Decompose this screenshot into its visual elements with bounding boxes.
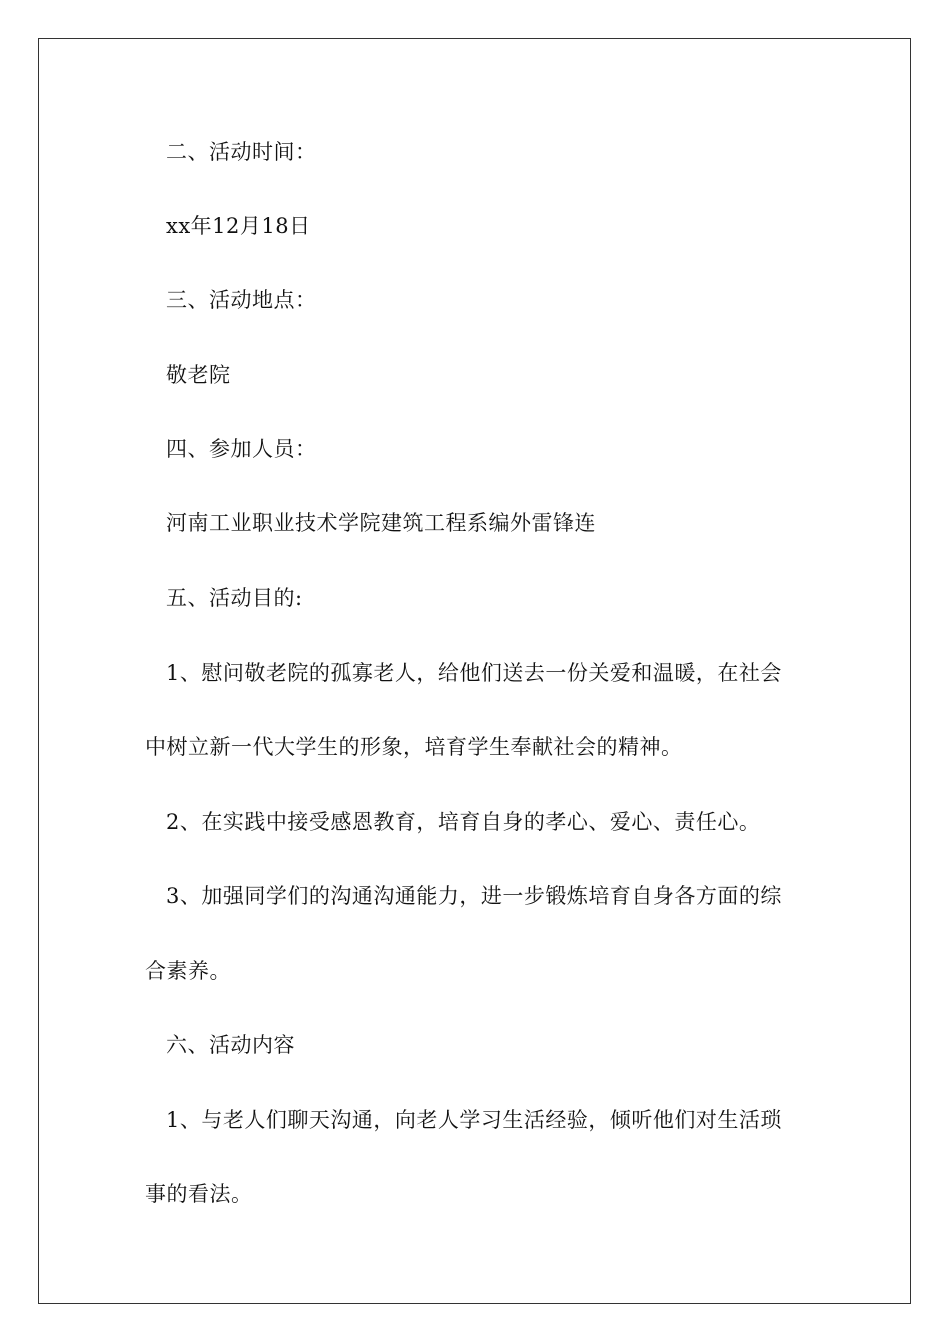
section-heading-purpose: 五、活动目的: [166,586,303,610]
section-heading-location: 三、活动地点： [166,288,317,312]
purpose-item-1-line-1: 1、慰问敬老院的孤寡老人，给他们送去一份关爱和温暖，在社会 [166,661,782,685]
section-heading-participants: 四、参加人员： [166,437,317,461]
purpose-item-1-line-2: 中树立新一代大学生的形象，培育学生奉献社会的精神。 [145,735,683,759]
section-heading-time: 二、活动时间： [166,140,317,164]
purpose-item-2: 2、在实践中接受感恩教育，培育自身的孝心、爱心、责任心。 [166,810,761,834]
location-value: 敬老院 [166,363,231,387]
participants-value: 河南工业职业技术学院建筑工程系编外雷锋连 [166,511,596,535]
purpose-item-3-line-1: 3、加强同学们的沟通沟通能力，进一步锻炼培育自身各方面的综 [166,884,782,908]
content-item-1-line-2: 事的看法。 [145,1182,253,1206]
time-value: xx年12月18日 [166,214,311,238]
purpose-item-3-line-2: 合素养。 [145,959,231,983]
content-item-1-line-1: 1、与老人们聊天沟通，向老人学习生活经验，倾听他们对生活琐 [166,1108,782,1132]
section-heading-content: 六、活动内容 [166,1033,295,1057]
